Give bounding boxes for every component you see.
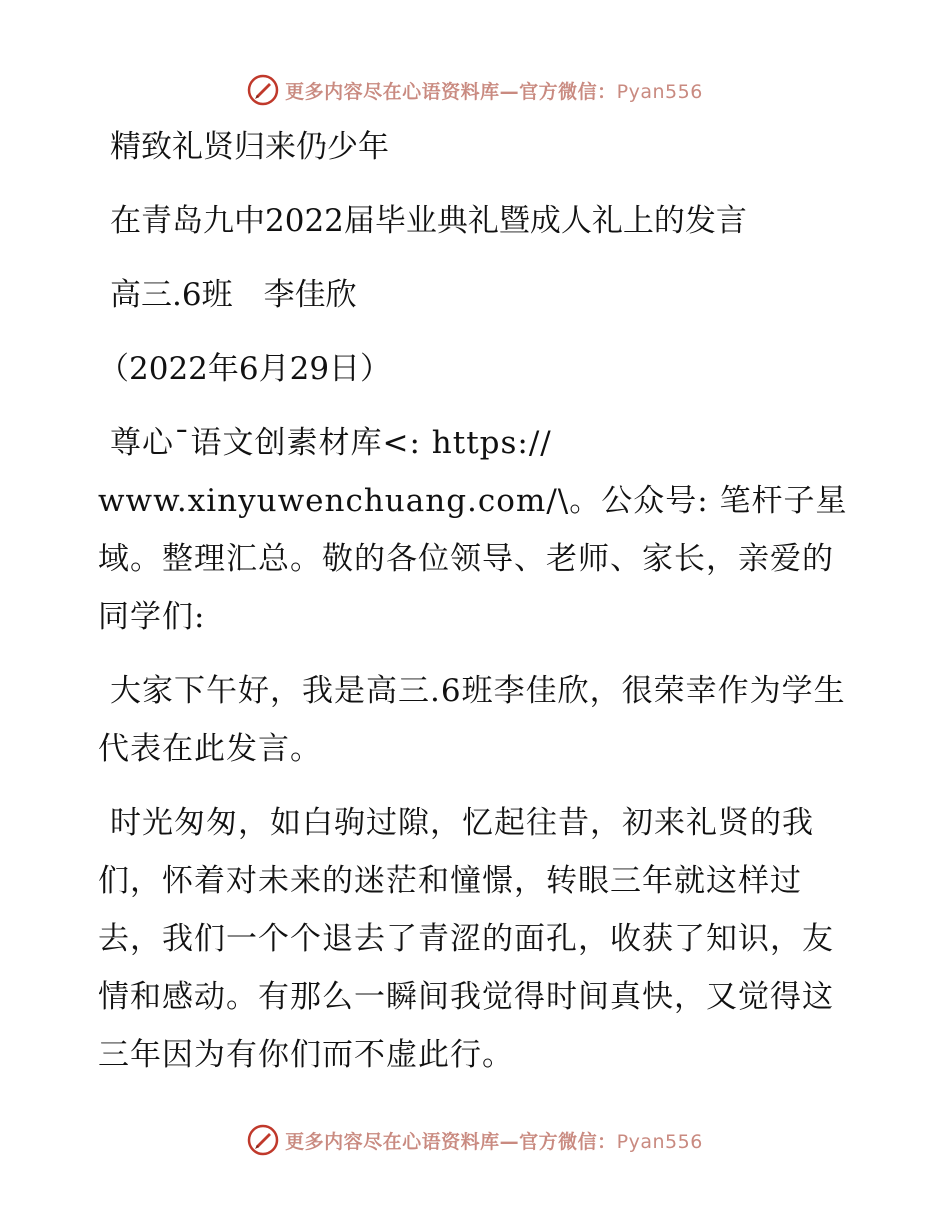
- brand-logo-icon: [247, 1124, 279, 1156]
- document-author: 高三.6班 李佳欣: [110, 277, 357, 313]
- paragraph-greeting: 大家下午好，我是高三.6班李佳欣，很荣幸作为学生代表在此发言。: [98, 673, 846, 767]
- document-body: [98, 118, 858, 1084]
- document-title: 精致礼贤归来仍少年: [110, 129, 389, 165]
- footer-watermark: [0, 1120, 950, 1160]
- footer-watermark-text: 更多内容尽在心语资料库—官方微信：Pyan556: [285, 1130, 703, 1153]
- paragraph-memories: 时光匆匆，如白驹过隙，忆起往昔，初来礼贤的我们，怀着对未来的迷茫和憧憬，转眼三年就这样过去，我们一个个退去了青涩的面孔，收获了知识，友情和感动。有那么一瞬间我觉得时间真快，又觉得这三年因为有你们而不虚此行。: [98, 805, 834, 1073]
- brand-logo-icon: [247, 74, 279, 106]
- document-subtitle: 在青岛九中2022届毕业典礼暨成人礼上的发言: [110, 203, 747, 239]
- paragraph-opening: 尊心¯语文创素材库<: https:// www.xinyuwenchuang.com/\。公众号: 笔杆子星域。整理汇总。敬的各位领导、老师、家长，亲爱的同学们:: [98, 425, 848, 635]
- header-watermark: [0, 70, 950, 110]
- header-watermark-text: 更多内容尽在心语资料库—官方微信：Pyan556: [285, 80, 703, 103]
- document-date: （2022年6月29日）: [98, 351, 392, 387]
